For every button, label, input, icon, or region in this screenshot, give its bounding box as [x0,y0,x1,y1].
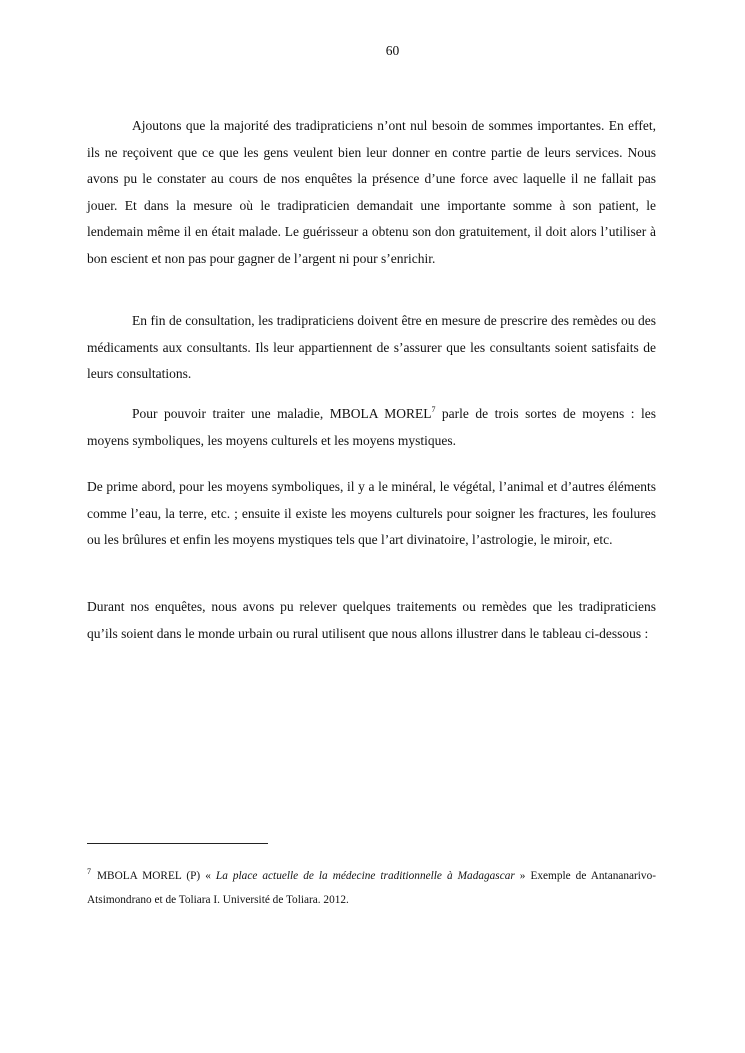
paragraph-3-text-end: parle de trois sortes de moyens : les moyens symboliques, les moyens culturels et les moyens mystiques. [87,406,656,448]
page-number: 60 [385,43,400,58]
paragraph-1: Ajoutons que la majorité des tradipraticiens n’ont nul besoin de sommes importantes. En effet, ils ne reçoivent que ce que les gens veulent bien leur donner en contre partie de leurs services. Nous avons pu le constater au cours de nos enquêtes la présence d’une force avec laquelle il ne fallait pas jouer. Et dans la mesure où le tradipraticien demandait une importante somme à son patient, le lendemain même il en était malade. Le guérisseur a obtenu son don gratuitement, il doit alors l’utiliser à bon escient et non pas pour gagner de l’argent ni pour s’enrichir. [87,118,656,266]
footnote-title: La place actuelle de la médecine traditionnelle à Madagascar [215,870,515,882]
footnote-author: MBOLA MOREL (P) « [97,870,216,882]
footnote-reference: 7 [431,405,436,414]
paragraph-5: Durant nos enquêtes, nous avons pu relever quelques traitements ou remèdes que les tradipraticiens qu’ils soient dans le monde urbain ou rural utilisent que nous allons illustrer dans le tableau ci-dessous : [87,599,656,641]
paragraph-3-text-start: Pour pouvoir traiter une maladie, MBOLA MOREL [132,406,432,421]
paragraph-2 [87,308,656,388]
paragraph-2-text: En fin de consultation, les tradipraticiens doivent être en mesure de prescrire des remèdes ou des médicaments aux consultants. Ils leur appartiennent de s’assurer que les consultants soient satisfaits de leurs consultations. [87,313,656,381]
footnote [87,864,656,912]
paragraph-4: De prime abord, pour les moyens symboliques, il y a le minéral, le végétal, l’animal et d’autres éléments comme l’eau, la terre, etc. ; ensuite il existe les moyens culturels pour soigner les fractures, les foulures ou les brûlures et enfin les moyens mystiques tels que l’art divinatoire, l’astrologie, le miroir, etc. [87,479,656,547]
footnote-number: 7 [87,867,91,876]
footnote-details: » Exemple de Antananarivo-Atsimondrano et de Toliara I. Université de Toliara. 2012. [87,870,656,906]
footnote-separator [87,843,268,844]
paragraph-3 [87,401,656,454]
